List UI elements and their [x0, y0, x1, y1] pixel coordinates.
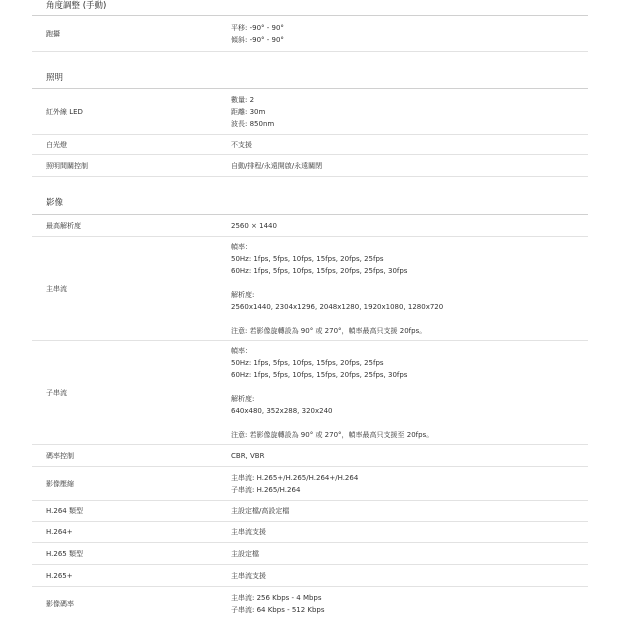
spec-value [231, 215, 588, 236]
spec-row-video-bitrate [32, 587, 588, 620]
spec-value [231, 467, 588, 500]
section-title-lighting: 照明 [46, 73, 64, 83]
spec-row-h265plus [32, 565, 588, 587]
spec-label: 最高解析度 [46, 221, 81, 230]
spec-label: 主串流 [46, 284, 67, 293]
spec-value [231, 155, 588, 176]
spec-value-line: 主設定檔 [231, 549, 259, 558]
spec-label: 紅外線 LED [46, 107, 83, 116]
spec-value-line: 主串流支援 [231, 528, 266, 536]
spec-label: 影像碼率 [46, 599, 74, 608]
spec-value [231, 501, 588, 521]
spec-label: H.264+ [46, 528, 73, 536]
spec-value-line: 不支援 [231, 140, 252, 149]
stream-note: 注意: 若影像旋轉設為 90° 或 270°，幀率最高只支援至 20fps。 [231, 431, 434, 439]
spacer [231, 277, 588, 289]
resolution-values: 2560x1440, 2304x1296, 2048x1280, 1920x1080, 1280x720 [231, 303, 444, 311]
spec-value [231, 16, 588, 51]
spec-label: 子串流 [46, 388, 67, 397]
spec-value [231, 237, 588, 340]
spec-value [231, 89, 588, 134]
spec-value-line: 主設定檔/高設定檔 [231, 507, 290, 515]
spec-row-white-light [32, 135, 588, 155]
fps-50hz: 50Hz: 1fps, 5fps, 10fps, 15fps, 20fps, 25fps [231, 359, 384, 367]
spec-value-line: 距離: 30m [231, 107, 266, 116]
section-title-image: 影像 [46, 198, 64, 208]
spec-value-line: 子串流: 64 Kbps - 512 Kbps [231, 605, 325, 614]
spec-row-h264plus [32, 522, 588, 543]
spec-row-sub-stream [32, 341, 588, 445]
spec-label: H.265+ [46, 571, 73, 580]
spec-value-line: 自動/排程/永遠開啟/永遠關閉 [231, 161, 323, 170]
spec-row-h264-type [32, 501, 588, 522]
spec-row-bitrate-control [32, 445, 588, 467]
spec-value-line: 主串流: H.265+/H.265/H.264+/H.264 [231, 473, 359, 482]
spec-row-h265-type [32, 543, 588, 565]
spec-label: 白光燈 [46, 140, 67, 149]
spec-value [231, 522, 588, 542]
spec-label: H.265 類型 [46, 549, 83, 558]
resolution-title: 解析度: [231, 291, 255, 299]
spec-value-line: CBR, VBR [231, 451, 265, 460]
spec-row-max-resolution [32, 215, 588, 237]
spec-value-line: 主串流支援 [231, 571, 266, 580]
spec-row-ir-led [32, 89, 588, 135]
spec-row-light-control [32, 155, 588, 177]
spec-label: 影像壓縮 [46, 479, 74, 488]
spec-value [231, 565, 588, 586]
spec-value-line: 平移: -90° - 90° [231, 23, 284, 32]
spec-label: 跑攝 [46, 29, 60, 38]
spec-label: H.264 類型 [46, 507, 83, 515]
spec-value-line: 子串流: H.265/H.264 [231, 485, 301, 494]
stream-note: 注意: 若影像旋轉設為 90° 或 270°，幀率最高只支援 20fps。 [231, 327, 427, 335]
spec-value [231, 341, 588, 444]
section-title-angle: 角度調整 (手動) [46, 1, 107, 11]
spacer [231, 417, 588, 429]
fps-title: 幀率： [231, 347, 252, 355]
spec-value-line: 2560 × 1440 [231, 221, 277, 230]
resolution-title: 解析度: [231, 395, 255, 403]
spec-value-line: 主串流: 256 Kbps - 4 Mbps [231, 593, 322, 602]
spec-label: 碼率控制 [46, 451, 74, 460]
spec-value [231, 543, 588, 564]
spec-value-line: 數量: 2 [231, 95, 255, 104]
spacer [231, 313, 588, 325]
spec-value-line: 波長: 850nm [231, 119, 275, 128]
fps-title: 幀率： [231, 243, 252, 251]
spec-value [231, 135, 588, 154]
spacer [231, 381, 588, 393]
spec-value-line: 傾斜: -90° - 90° [231, 35, 284, 44]
resolution-values: 640x480, 352x288, 320x240 [231, 407, 333, 415]
fps-60hz: 60Hz: 1fps, 5fps, 10fps, 15fps, 20fps, 25fps, 30fps [231, 267, 408, 275]
fps-50hz: 50Hz: 1fps, 5fps, 10fps, 15fps, 20fps, 25fps [231, 255, 384, 263]
spec-label: 照明間關控制 [46, 161, 88, 170]
spec-row-range-angle [32, 16, 588, 52]
spec-value [231, 587, 588, 620]
spec-row-main-stream [32, 237, 588, 341]
spec-row-compression [32, 467, 588, 501]
fps-60hz: 60Hz: 1fps, 5fps, 10fps, 15fps, 20fps, 25fps, 30fps [231, 371, 408, 379]
spec-value [231, 445, 588, 466]
